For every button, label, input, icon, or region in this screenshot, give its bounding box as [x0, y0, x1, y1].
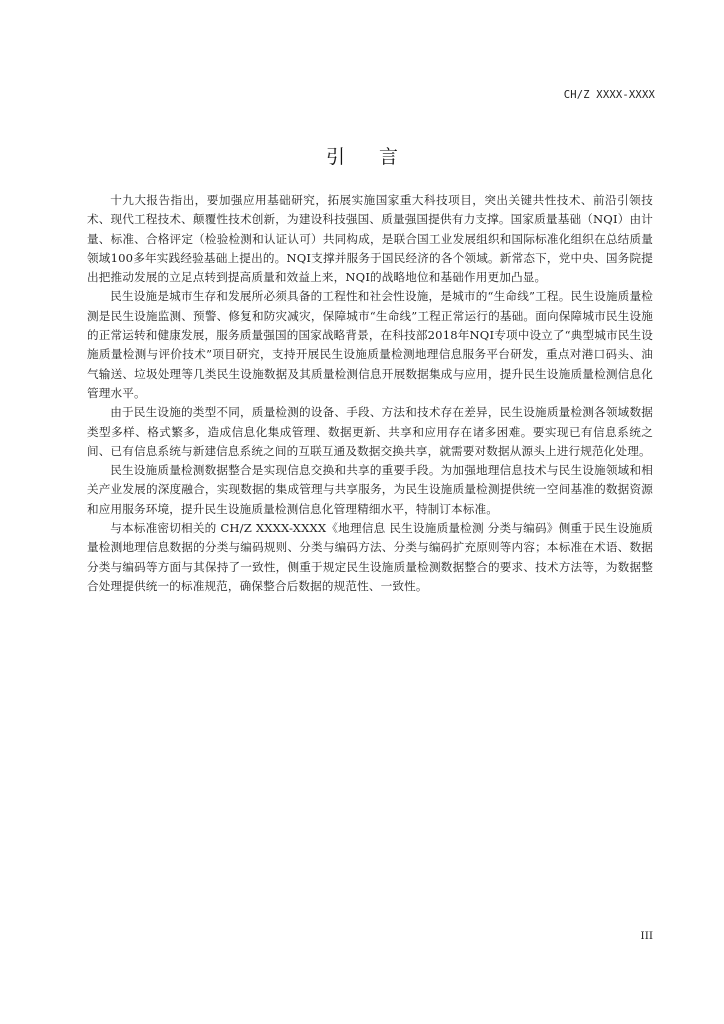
paragraph-1: 十九大报告指出，要加强应用基础研究，拓展实施国家重大科技项目，突出关键共性技术、前沿引领技术、现代工程技术、颠覆性技术创新，为建设科技强国、质量强国提供有力支撑。国家质量基础（NQI）由计量、标准、合格评定（检验检测和认证认可）共同构成，是联合国工业发展组织和国际标准化组织在总结质量领域100多年实践经验基础上提出的。NQI支撑并服务于国民经济的各个领域。新常态下，党中央、国务院提出把推动发展的立足点转到提高质量和效益上来，NQI的战略地位和基础作用更加凸显。 — [87, 193, 653, 285]
page-number: III — [640, 930, 653, 942]
page-title: 引言 — [325, 146, 432, 168]
paragraph-4: 民生设施质量检测数据整合是实现信息交换和共享的重要手段。为加强地理信息技术与民生设施领域和相关产业发展的深度融合，实现数据的集成管理与共享服务，为民生设施质量检测提供统一空间基准的数据资源和应用服务环境，提升民生设施质量检测信息化管理精细水平，特制订本标准。 — [87, 463, 653, 516]
body-text — [87, 191, 653, 596]
standard-code: CH/Z XXXX-XXXX — [563, 89, 655, 101]
paragraph-5: 与本标准密切相关的 CH/Z XXXX-XXXX《地理信息 民生设施质量检测 分类与编码》侧重于民生设施质量检测地理信息数据的分类与编码规则、分类与编码方法、分类与编码扩充原则等内容；本标准在术语、数据分类与编码等方面与其保持了一致性，侧重于规定民生设施质量检测数据整合的要求、技术方法等，为数据整合处理提供统一的标准规范，确保整合后数据的规范性、一致性。 — [87, 521, 653, 593]
paragraph-2: 民生设施是城市生存和发展所必须具备的工程性和社会性设施，是城市的“生命线”工程。民生设施质量检测是民生设施监测、预警、修复和防灾减灾，保障城市“生命线”工程正常运行的基础。面向保障城市民生设施的正常运转和健康发展，服务质量强国的国家战略背景，在科技部2018年NQI专项中设立了“典型城市民生设施质量检测与评价技术”项目研究，支持开展民生设施质量检测地理信息服务平台研发，重点对港口码头、油气输送、垃圾处理等几类民生设施数据及其质量检测信息开展数据集成与应用，提升民生设施质量检测信息化管理水平。 — [87, 289, 653, 400]
paragraph-3: 由于民生设施的类型不同，质量检测的设备、手段、方法和技术存在差异，民生设施质量检测各领域数据类型多样、格式繁多，造成信息化集成管理、数据更新、共享和应用存在诸多困难。要实现已有信息系统之间、已有信息系统与新建信息系统之间的互联互通及数据交换共享，就需要对数据从源头上进行规范化处理。 — [87, 405, 653, 458]
